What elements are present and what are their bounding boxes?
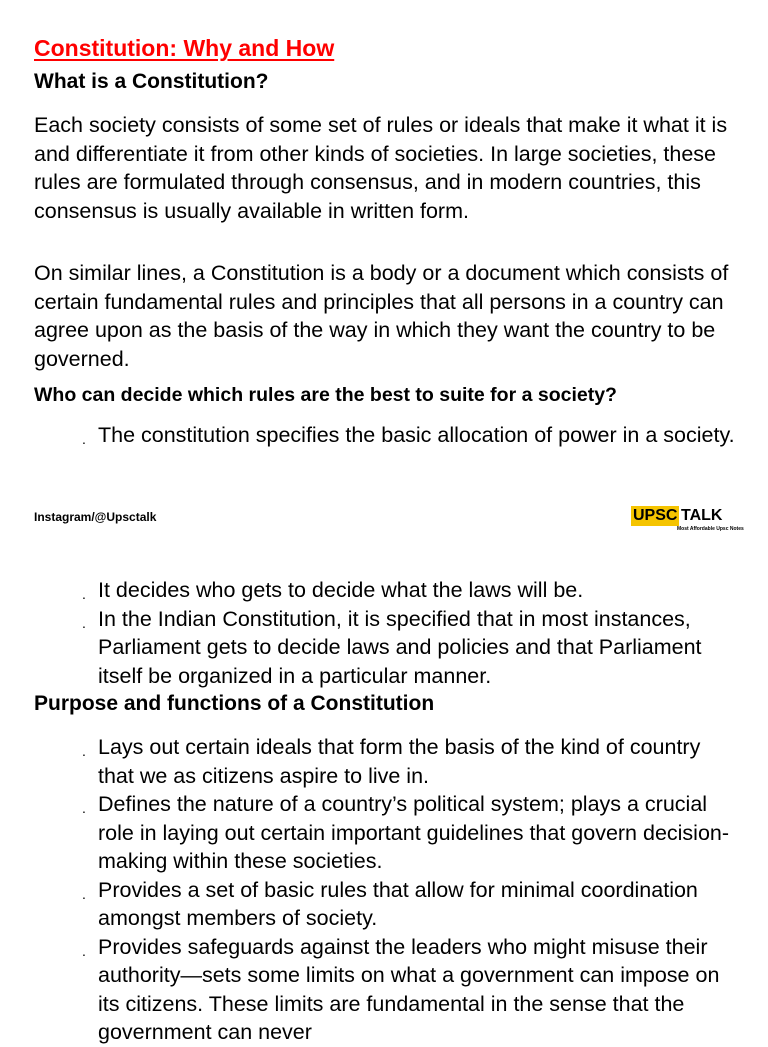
list-item — [82, 933, 732, 1047]
list-item — [82, 876, 732, 933]
list-item-text: It decides who gets to decide what the laws will be. — [98, 578, 584, 602]
list-item — [82, 576, 742, 605]
bullet-marker: . — [82, 800, 86, 816]
logo-upsc-text: UPSC — [633, 507, 678, 524]
bullet-list-allocation — [82, 421, 752, 450]
bullet-marker: . — [82, 614, 86, 631]
list-item-text: Defines the nature of a country’s political system; plays a crucial role in laying out certain important guidelines that govern decision-making within these societies. — [98, 792, 730, 873]
list-item-text: In the Indian Constitution, it is specified that in most instances, Parliament gets to decide laws and policies and that Parliament itself be organized in a particular manner. — [98, 606, 702, 688]
list-item-text: The constitution specifies the basic allocation of power in a society. — [98, 423, 735, 447]
bullet-marker: . — [82, 743, 86, 759]
instagram-handle: Instagram/@Upsctalk — [34, 510, 157, 524]
section-heading-what-is: What is a Constitution? — [34, 70, 269, 93]
logo-talk-text: TALK — [681, 507, 723, 524]
list-item — [82, 605, 742, 691]
paragraph-constitution-definition: On similar lines, a Constitution is a body or a document which consists of certain fundamental rules and principles that all persons in a country can agree upon as the basis of the way in which they want the country to be governed. — [34, 261, 729, 371]
list-item-text: Provides safeguards against the leaders who might misuse their authority—sets some limits on what a government can impose on its citizens. These limits are fundamental in the sense that the government can never — [98, 934, 720, 1044]
paragraph-society-rules: Each society consists of some set of rules or ideals that make it what it is and differentiate it from other kinds of societies. In large societies, these rules are formulated through consensus, and in modern countries, this consensus is usually available in written form. — [34, 113, 728, 223]
bullet-marker: . — [82, 885, 86, 902]
list-item — [82, 790, 732, 876]
bullet-marker: . — [82, 586, 86, 602]
bullet-list-laws — [82, 576, 742, 690]
section-heading-purpose: Purpose and functions of a Constitution — [34, 692, 435, 715]
page-title: Constitution: Why and How — [34, 35, 335, 61]
bullet-marker: . — [82, 431, 86, 447]
list-item-text: Provides a set of basic rules that allow for minimal coordination amongst members of society. — [98, 877, 698, 930]
list-item-text: Lays out certain ideals that form the basis of the kind of country that we as citizens aspire to live in. — [98, 735, 701, 788]
list-item — [82, 733, 732, 790]
bullet-marker: . — [82, 942, 86, 959]
bullet-list-purpose — [82, 733, 732, 1047]
logo-tagline: Most Affordable Upsc Notes — [677, 526, 744, 532]
upsctalk-logo — [631, 506, 744, 534]
list-item — [82, 421, 752, 450]
question-heading: Who can decide which rules are the best to suite for a society? — [34, 384, 617, 406]
